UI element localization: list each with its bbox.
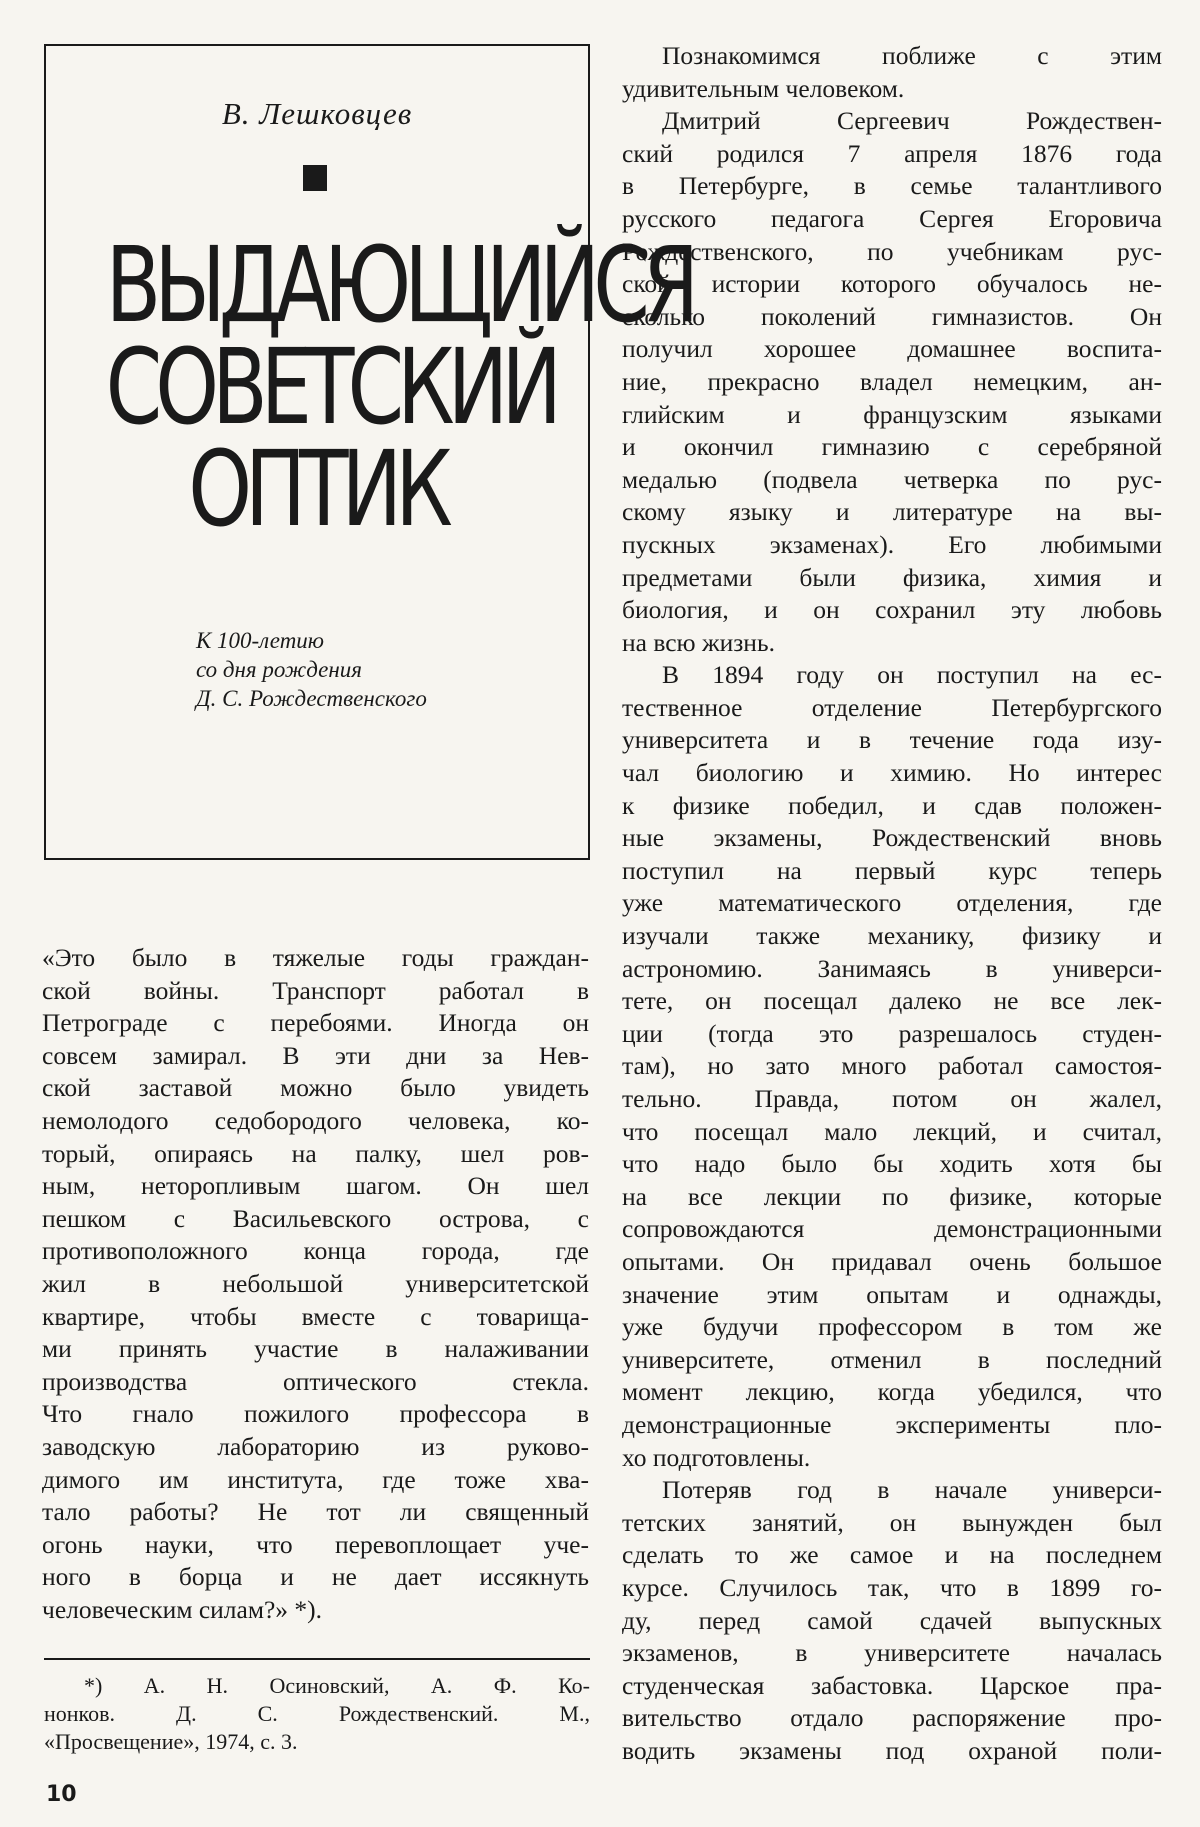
text-line: производства оптического стекла. (42, 1366, 589, 1396)
text-line: ного в борца и не дает иссякнуть (42, 1562, 589, 1592)
text-line: *) А. Н. Осиновский, А. Ф. Ко- (84, 1673, 590, 1698)
headline-line: ОПТИК (188, 428, 446, 550)
text-line: момент лекцию, когда убедился, что (622, 1377, 1162, 1407)
text-line: глийским и французским языками (622, 399, 1162, 429)
text-line: вительство отдало распоряжение про- (622, 1703, 1162, 1733)
text-line: поступил на первый курс теперь (622, 855, 1162, 885)
text-line: сколько поколений гимназистов. Он (622, 301, 1162, 331)
text-line: на всю жизнь. (622, 627, 775, 657)
text-line: университете, отменил в последний (622, 1344, 1162, 1374)
text-line: ми принять участие в налаживании (42, 1334, 589, 1364)
text-line: чал биологию и химию. Но интерес (622, 758, 1162, 788)
text-line: скому языку и литературе на вы- (622, 497, 1162, 527)
text-line: немолодого седобородого человека, ко- (42, 1105, 589, 1135)
text-line: студенческая забастовка. Царское пра- (622, 1670, 1162, 1700)
text-line: противоположного конца города, где (42, 1236, 589, 1266)
text-line: демонстрационные эксперименты пло- (622, 1409, 1162, 1439)
footnote-divider (44, 1658, 590, 1660)
text-line: Что гнало пожилого профессора в (42, 1399, 589, 1429)
text-line: что надо было бы ходить хотя бы (622, 1149, 1162, 1179)
text-line: тало работы? Не тот ли священный (42, 1497, 589, 1527)
text-line: ской войны. Транспорт работал в (42, 975, 589, 1005)
text-line: тественное отделение Петербургского (622, 692, 1162, 722)
text-line: в Петербурге, в семье талантливого (622, 171, 1162, 201)
left-column-text (42, 942, 589, 1626)
text-line: ние, прекрасно владел немецким, ан- (622, 366, 1162, 396)
text-line: ский родился 7 апреля 1876 года (622, 138, 1162, 168)
title-box (44, 44, 693, 860)
text-line: димого им института, где тоже хва- (42, 1464, 589, 1494)
text-line: нонков. Д. С. Рождественский. М., (44, 1701, 590, 1726)
text-line: пешком с Васильевского острова, с (42, 1203, 589, 1233)
text-line: квартире, чтобы вместе с товарища- (42, 1301, 589, 1331)
text-line: ской заставой можно было увидеть (42, 1073, 589, 1103)
text-line: ду, перед самой сдачей выпускных (622, 1605, 1162, 1635)
text-line: Дмитрий Сергеевич Рождествен- (662, 106, 1162, 136)
footnote (44, 1672, 590, 1756)
headline-line: ВЫДАЮЩИЙСЯ (105, 224, 693, 346)
text-line: удивительным человеком. (622, 73, 905, 103)
text-line: астрономию. Занимаясь в универси- (622, 953, 1162, 983)
text-line: водить экзамены под охраной поли- (622, 1735, 1162, 1765)
text-line: Познакомимся поближе с этим (662, 41, 1162, 70)
text-line: Потеряв год в начале универси- (662, 1475, 1162, 1505)
text-line: предметами были физика, химия и (622, 562, 1162, 592)
headline-line: СОВЕТСКИЙ (105, 326, 555, 448)
text-line: «Это было в тяжелые годы граждан- (42, 943, 589, 972)
text-line: Петрограде с перебоями. Иногда он (42, 1008, 589, 1038)
text-line: медалью (подвела четверка по рус- (622, 464, 1162, 494)
text-line: «Просвещение», 1974, с. 3. (44, 1729, 298, 1754)
text-line: на все лекции по физике, которые (622, 1181, 1162, 1211)
text-line: что посещал мало лекций, и считал, (622, 1116, 1162, 1146)
text-line: пускных экзаменах). Его любимыми (622, 529, 1162, 559)
text-line: получил хорошее домашнее воспита- (622, 334, 1162, 364)
text-line: тете, он посещал далеко не все лек- (622, 986, 1162, 1016)
author-name: В. Лешковцев (221, 96, 413, 131)
text-line: уже математического отделения, где (622, 888, 1162, 918)
text-line: и окончил гимназию с серебряной (622, 432, 1162, 462)
text-line: человеческим силам?» *). (42, 1594, 323, 1624)
text-line: опытами. Он придавал очень большое (622, 1246, 1162, 1276)
dedication-line: К 100-летию (196, 628, 325, 653)
text-line: к физике победил, и сдав положен- (622, 790, 1162, 820)
text-line: значение этим опытам и однажды, (622, 1279, 1162, 1309)
text-line: Рождественского, по учебникам рус- (622, 236, 1162, 266)
text-line: сделать то же самое и на последнем (622, 1540, 1162, 1570)
text-line: жил в небольшой университетской (42, 1268, 589, 1298)
dedication-line: Д. С. Рождественского (196, 686, 427, 711)
text-line: уже будучи профессором в том же (622, 1312, 1162, 1342)
decorative-square (303, 165, 327, 191)
dedication-line: со дня рождения (196, 657, 362, 682)
text-line: тельно. Правда, потом он жалел, (622, 1084, 1162, 1113)
text-line: ным, неторопливым шагом. Он шел (42, 1171, 589, 1201)
text-line: огонь науки, что перевоплощает уче- (42, 1529, 589, 1559)
text-line: совсем замирал. В эти дни за Нев- (42, 1040, 589, 1070)
text-line: ции (тогда это разрешалось студен- (622, 1018, 1162, 1048)
text-line: биология, и он сохранил эту любовь (622, 595, 1162, 625)
dedication (196, 626, 427, 713)
text-line: торый, опираясь на палку, шел ров- (42, 1138, 589, 1168)
text-line: там), но зато много работал самостоя- (622, 1051, 1162, 1081)
text-line: хо подготовлены. (622, 1442, 811, 1472)
text-line: заводскую лабораторию из руково- (42, 1431, 589, 1461)
text-line: В 1894 году он поступил на ес- (662, 660, 1162, 690)
text-line: ской истории которого обучалось не- (622, 269, 1162, 299)
article-headline (105, 224, 693, 550)
text-line: изучали также механику, физику и (622, 921, 1162, 951)
page-number: 10 (46, 1782, 77, 1807)
text-line: ные экзамены, Рождественский вновь (622, 823, 1162, 853)
text-line: тетских занятий, он вынужден был (622, 1507, 1162, 1537)
text-line: сопровождаются демонстрационными (622, 1214, 1162, 1244)
right-column-text (622, 40, 1162, 1767)
text-line: университета и в течение года изу- (622, 725, 1162, 755)
text-line: экзаменов, в университете началась (622, 1638, 1162, 1668)
text-line: русского педагога Сергея Егоровича (622, 203, 1162, 233)
text-line: курсе. Случилось так, что в 1899 го- (622, 1572, 1162, 1602)
